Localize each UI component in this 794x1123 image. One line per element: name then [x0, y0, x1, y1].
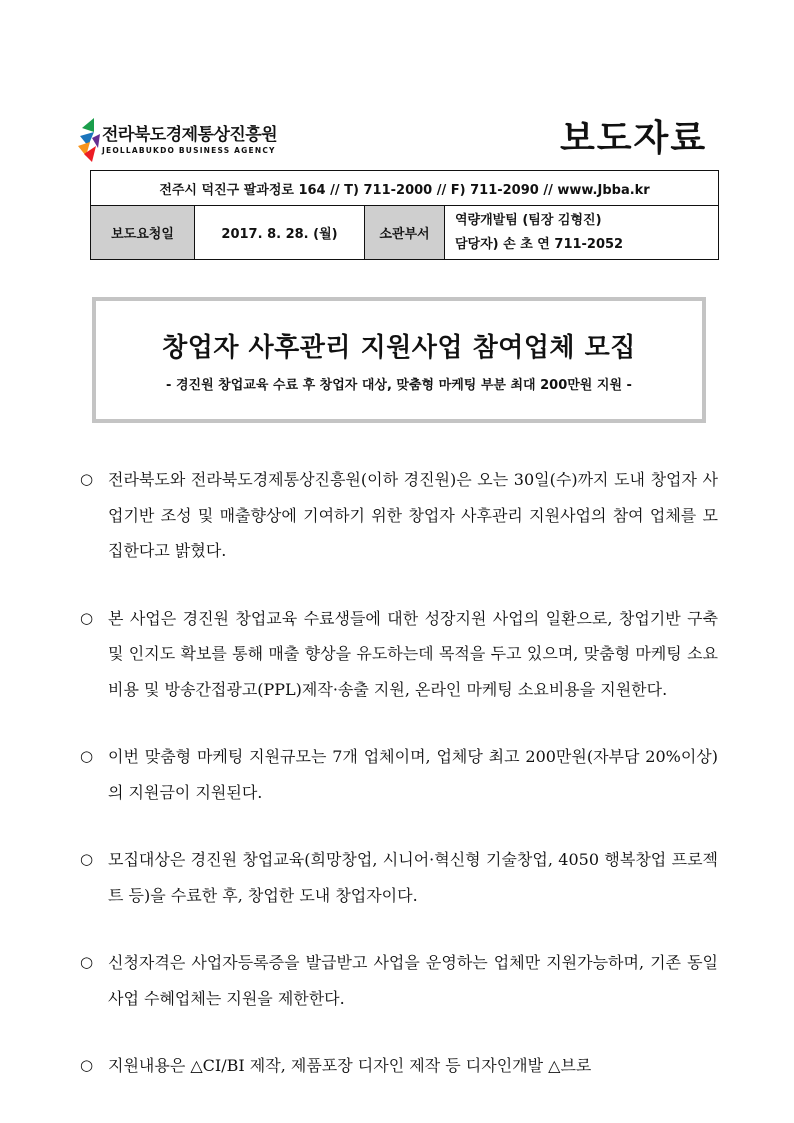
- request-date: 2017. 8. 28. (월): [195, 206, 365, 260]
- paragraph: [0, 1048, 718, 1084]
- bullet-icon: ○: [80, 1056, 94, 1074]
- agency-logo-icon: [78, 116, 102, 164]
- org-name: 전라북도경제통상진흥원: [102, 125, 278, 145]
- org-english-name: JEOLLABUKDO BUSINESS AGENCY: [102, 146, 276, 155]
- paragraph-text: 전라북도와 전라북도경제통상진흥원(이하 경진원)은 오는 30일(수)까지 도내 창업자 사업기반 조성 및 매출향상에 기여하기 위한 창업자 사후관리 지원사업의 참여 업체를 모집한다고 밝혔다.: [108, 470, 718, 560]
- bullet-icon: ○: [80, 747, 94, 765]
- headline-title: 창업자 사후관리 지원사업 참여업체 모집: [162, 333, 636, 363]
- document-type-title: 보도자료: [560, 118, 708, 159]
- paragraph: [0, 842, 718, 913]
- paragraph: [0, 739, 718, 810]
- department-label: 소관부서: [365, 206, 445, 260]
- headline-box: [92, 297, 706, 423]
- paragraph: [0, 945, 718, 1016]
- org-logo: [78, 116, 278, 164]
- paragraph-text: 본 사업은 경진원 창업교육 수료생들에 대한 성장지원 사업의 일환으로, 창업기반 구축 및 인지도 확보를 통해 매출 향상을 유도하는데 목적을 두고 있으며, 맞춤형 마케팅 소요비용 및 방송간접광고(PPL)제작·송출 지원, 온라인 마케팅 소요비용을 지원한다.: [108, 608, 718, 699]
- bullet-icon: ○: [80, 953, 94, 971]
- request-date-label: 보도요청일: [91, 206, 195, 260]
- paragraph-text: 모집대상은 경진원 창업교육(희망창업, 시니어·혁신형 기술창업, 4050 행복창업 프로젝트 등)을 수료한 후, 창업한 도내 창업자이다.: [108, 850, 718, 905]
- department-cell: [445, 206, 719, 260]
- body-paragraphs: [0, 462, 794, 1116]
- contact-info-table: [90, 170, 719, 260]
- headline-subtitle: - 경진원 창업교육 수료 후 창업자 대상, 맞춤형 마케팅 부분 최대 200만원 지원 -: [166, 378, 632, 393]
- contact-person: 담당자) 손 초 연 711-2052: [455, 236, 624, 252]
- bullet-icon: ○: [80, 850, 94, 868]
- paragraph-text: 신청자격은 사업자등록증을 발급받고 사업을 운영하는 업체만 지원가능하며, 기존 동일사업 수혜업체는 지원을 제한한다.: [108, 953, 718, 1008]
- bullet-icon: ○: [80, 470, 94, 488]
- paragraph-text: 이번 맞춤형 마케팅 지원규모는 7개 업체이며, 업체당 최고 200만원(자부담 20%이상)의 지원금이 지원된다.: [108, 747, 718, 802]
- paragraph: [0, 601, 718, 708]
- paragraph-text: 지원내용은 △CI/BI 제작, 제품포장 디자인 제작 등 디자인개발 △브로: [108, 1056, 592, 1075]
- paragraph: [0, 462, 718, 569]
- bullet-icon: ○: [80, 608, 94, 627]
- address-line: 전주시 덕진구 팔과정로 164 // T) 711-2000 // F) 711-2090 // www.Jbba.kr: [91, 171, 719, 206]
- department-name: 역량개발팀 (팀장 김형진): [455, 212, 602, 228]
